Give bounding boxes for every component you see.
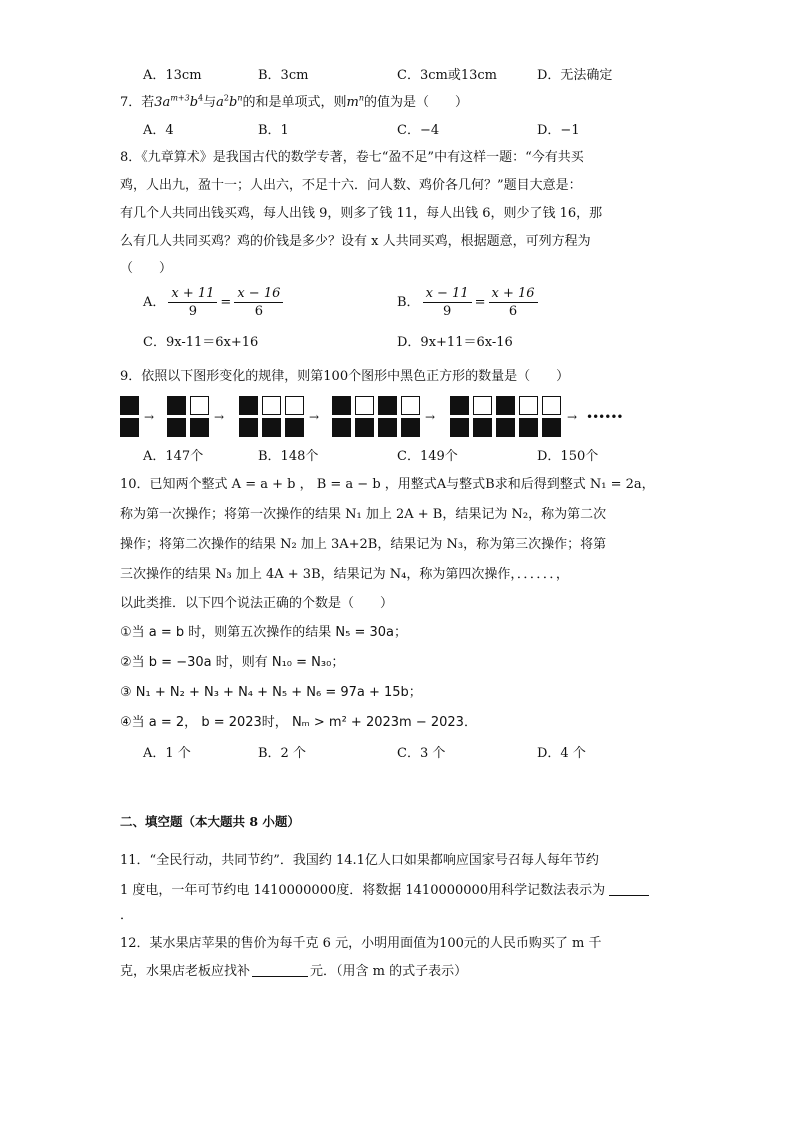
white-square — [473, 396, 492, 415]
q10-option-b: B．2 个 — [258, 746, 306, 761]
q7-option-c: C．−4 — [397, 123, 440, 138]
q7-option-b: B．1 — [258, 123, 289, 138]
q10-option-c: C．3 个 — [397, 746, 446, 761]
q8-line-3: 有几个人共同出钱买鸡，每人出钱 9，则多了钱 11，每人出钱 6，则少了钱 16，那 — [120, 206, 603, 221]
q7-option-a: A．4 — [143, 123, 174, 138]
q8-line-5: （ ） — [120, 261, 173, 276]
q10-line-1: 10．已知两个整式 A = a + b ， B = a − b ，用整式A与整式B求和后得到整式 N₁ = 2a， — [120, 477, 655, 492]
white-square — [355, 396, 374, 415]
q12-line-2: 克，水果店老板应找补 元．（用含 m 的式子表示） — [120, 964, 468, 979]
black-square — [167, 396, 186, 415]
black-square — [239, 418, 258, 437]
q10-option-d: D．4 个 — [537, 746, 586, 761]
arrow-right-icon: → — [309, 410, 320, 424]
black-square — [519, 418, 538, 437]
black-square — [262, 418, 281, 437]
q8-option-c: C．9x-11＝6x+16 — [143, 335, 259, 350]
q8-line-2: 鸡，人出九，盈十一；人出六，不足十六．问人数、鸡价各几何？”题目大意是： — [120, 178, 582, 193]
black-square — [332, 396, 351, 415]
q10-line-2: 称为第一次操作；将第一次操作的结果 N₁ 加上 2A + B，结果记为 N₂，称为第二次 — [120, 507, 607, 522]
q8-option-d: D．9x+11＝6x-16 — [397, 335, 513, 350]
white-square — [519, 396, 538, 415]
answer-blank[interactable] — [609, 881, 649, 896]
white-square — [285, 396, 304, 415]
q10-statement-3: ③ N₁ + N₂ + N₃ + N₄ + N₅ + N₆ = 97a + 15b； — [120, 685, 422, 700]
q6-option-a: A．13cm — [143, 68, 202, 83]
q9-stem: 9．依照以下图形变化的规律，则第100个图形中黑色正方形的数量是（ ） — [120, 369, 570, 384]
q9-option-c: C．149个 — [397, 449, 458, 464]
q6-option-b: B．3cm — [258, 68, 309, 83]
q9-option-a: A．147个 — [143, 449, 204, 464]
black-square — [332, 418, 351, 437]
q11-line-2: 1 度电，一年可节约电 1410000000度．将数据 1410000000用科学记数法表示为 — [120, 881, 649, 901]
q9-option-b: B．148个 — [258, 449, 319, 464]
black-square — [285, 418, 304, 437]
q6-option-d: D．无法确定 — [537, 68, 613, 83]
q10-line-4: 三次操作的结果 N₃ 加上 4A + 3B，结果记为 N₄，称为第四次操作，．．．．．．， — [120, 567, 569, 582]
q7-option-d: D．−1 — [537, 123, 580, 138]
black-square — [542, 418, 561, 437]
black-square — [120, 418, 139, 437]
q8-option-b: B． $\frac{x - 11}{9}$ = $\frac{x + 16}{6}$ — [397, 285, 541, 320]
black-square — [378, 418, 397, 437]
answer-blank[interactable] — [252, 962, 308, 977]
black-square — [496, 418, 515, 437]
black-square — [450, 396, 469, 415]
white-square — [262, 396, 281, 415]
black-square — [239, 396, 258, 415]
q8-line-4: 么有几人共同买鸡？鸡的价钱是多少？设有 x 人共同买鸡，根据题意，可列方程为 — [120, 234, 591, 249]
white-square — [542, 396, 561, 415]
q10-line-5: 以此类推．以下四个说法正确的个数是（ ） — [120, 596, 394, 611]
white-square — [190, 396, 209, 415]
black-square — [473, 418, 492, 437]
arrow-right-icon: → — [425, 410, 436, 424]
q10-statement-2: ②当 b = −30a 时，则有 N₁₀ = N₃₀； — [120, 655, 345, 670]
black-square — [120, 396, 139, 415]
q11-end: ． — [120, 908, 134, 923]
q8-line-1: 8．《九章算术》是我国古代的数学专著，卷七“盈不足”中有这样一题：“今有共买 — [120, 150, 584, 165]
black-square — [378, 396, 397, 415]
q12-line-1: 12．某水果店苹果的售价为每千克 6 元，小明用面值为100元的人民币购买了 m 千 — [120, 936, 602, 951]
black-square — [401, 418, 420, 437]
black-square — [355, 418, 374, 437]
black-square — [496, 396, 515, 415]
section-title-fill-in: 二、填空题（本大题共 8 小题） — [120, 814, 300, 829]
q10-statement-4: ④当 a = 2， b = 2023时， Nₘ > m² + 2023m − 2023． — [120, 715, 477, 730]
arrow-right-icon: → — [567, 410, 578, 424]
q10-line-3: 操作；将第二次操作的结果 N₂ 加上 3A+2B，结果记为 N₃，称为第三次操作；将第 — [120, 537, 607, 552]
q8-option-a: A． $\frac{x + 11}{9}$ = $\frac{x - 16}{6}$ — [143, 285, 286, 320]
q6-option-c: C．3cm或13cm — [397, 68, 497, 83]
q10-option-a: A．1 个 — [143, 746, 191, 761]
q7-stem: 7．若$3a^{m+3}b^4$与$a^2b^n$的和是单项式，则$m^n$的值为是（ ） — [120, 93, 468, 110]
q9-option-d: D．150个 — [537, 449, 599, 464]
black-square — [167, 418, 186, 437]
arrow-right-icon: → — [144, 410, 155, 424]
ellipsis-dots: •••••• — [586, 410, 623, 424]
q9-figure-sequence — [120, 396, 680, 438]
black-square — [190, 418, 209, 437]
q11-line-1: 11．“全民行动，共同节约”．我国约 14.1亿人口如果都响应国家号召每人每年节约 — [120, 853, 599, 868]
black-square — [450, 418, 469, 437]
arrow-right-icon: → — [214, 410, 225, 424]
q10-statement-1: ①当 a = b 时，则第五次操作的结果 N₅ = 30a； — [120, 625, 408, 640]
white-square — [401, 396, 420, 415]
